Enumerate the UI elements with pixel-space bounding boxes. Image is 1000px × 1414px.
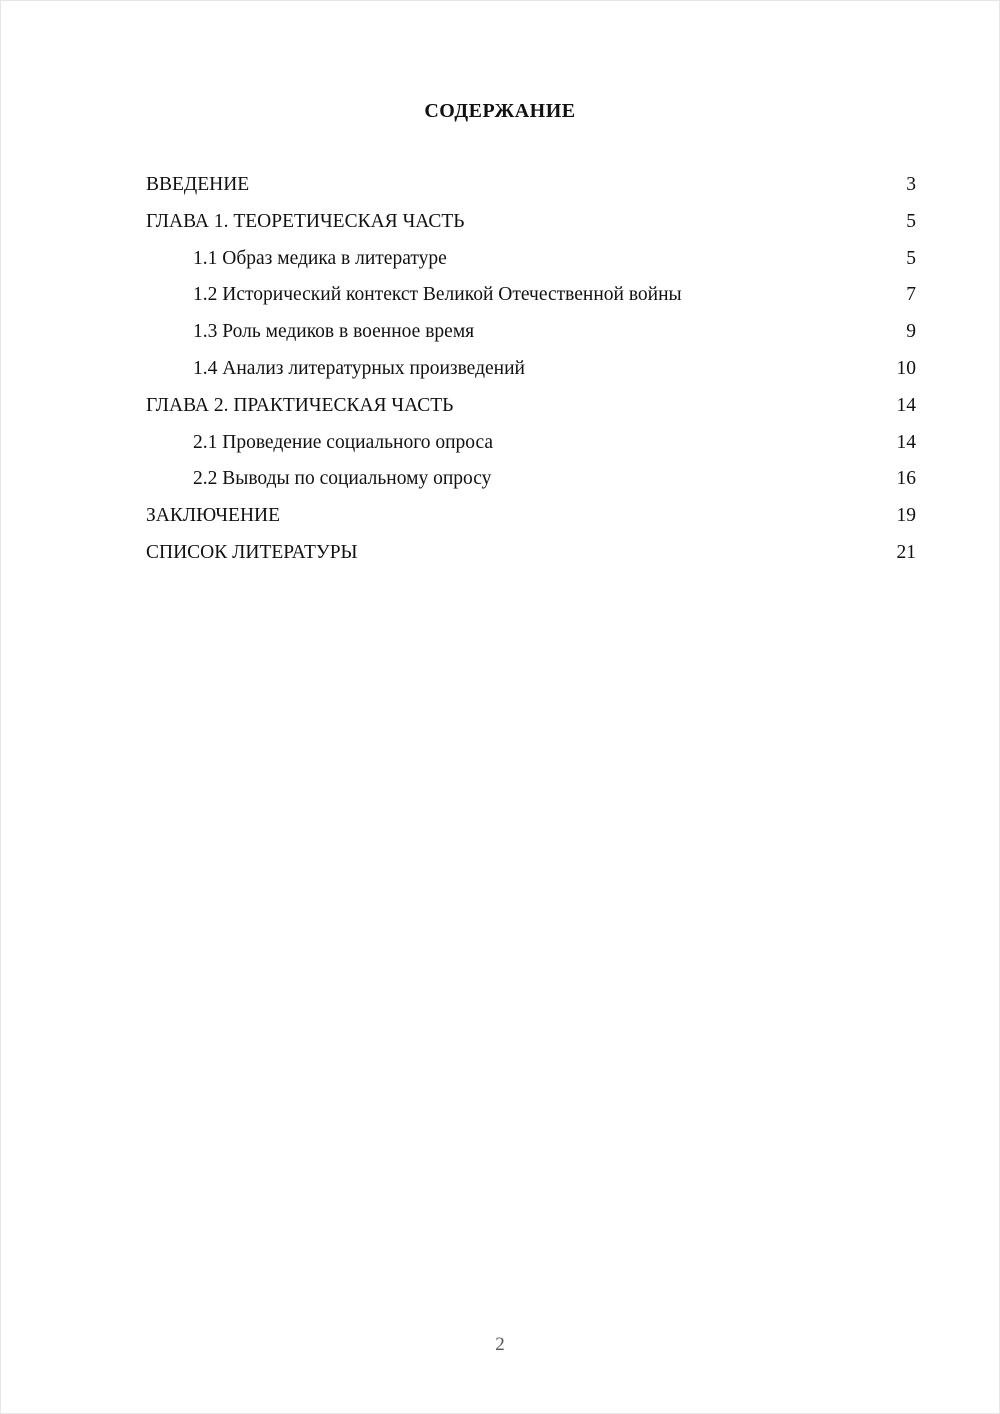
toc-entry bbox=[146, 351, 916, 388]
toc-entry bbox=[146, 314, 916, 351]
toc-entry-page: 19 bbox=[896, 505, 916, 527]
toc-entry-label: 1.2 Исторический контекст Великой Отечественной войны bbox=[193, 284, 682, 306]
toc-entry-label: ЗАКЛЮЧЕНИЕ bbox=[146, 505, 281, 527]
toc-entry bbox=[146, 277, 916, 314]
toc-entry-label: 1.4 Анализ литературных произведений bbox=[193, 357, 525, 379]
toc-entry bbox=[146, 498, 916, 535]
page-number: 2 bbox=[495, 1334, 505, 1355]
toc-entry bbox=[146, 425, 916, 462]
toc-entry-page: 5 bbox=[906, 210, 916, 232]
table-of-contents bbox=[146, 167, 916, 572]
page-title: СОДЕРЖАНИЕ bbox=[424, 100, 576, 122]
toc-entry bbox=[146, 535, 916, 572]
toc-entry bbox=[146, 461, 916, 498]
toc-entry bbox=[146, 388, 916, 425]
toc-entry-page: 14 bbox=[896, 431, 916, 453]
toc-entry bbox=[146, 167, 916, 204]
toc-entry bbox=[146, 204, 916, 241]
toc-entry-page: 5 bbox=[906, 247, 916, 269]
toc-entry-page: 10 bbox=[896, 357, 916, 379]
toc-entry-page: 14 bbox=[896, 394, 916, 416]
toc-entry-page: 16 bbox=[896, 468, 916, 490]
toc-entry-page: 21 bbox=[896, 541, 916, 563]
toc-entry-label: 2.1 Проведение социального опроса bbox=[193, 431, 494, 453]
toc-entry-page: 3 bbox=[906, 174, 916, 195]
toc-entry-label: 1.1 Образ медика в литературе bbox=[193, 247, 447, 269]
toc-entry-label: СПИСОК ЛИТЕРАТУРЫ bbox=[146, 541, 358, 563]
toc-entry-label: 2.2 Выводы по социальному опросу bbox=[193, 468, 492, 490]
toc-entry-page: 7 bbox=[906, 284, 916, 306]
toc-entry bbox=[146, 241, 916, 278]
toc-entry-page: 9 bbox=[906, 321, 916, 343]
toc-entry-label: ГЛАВА 2. ПРАКТИЧЕСКАЯ ЧАСТЬ bbox=[146, 394, 454, 416]
toc-entry-label: ГЛАВА 1. ТЕОРЕТИЧЕСКАЯ ЧАСТЬ bbox=[146, 210, 465, 232]
toc-entry-label: 1.3 Роль медиков в военное время bbox=[193, 321, 475, 343]
toc-entry-label: ВВЕДЕНИЕ bbox=[146, 174, 250, 195]
